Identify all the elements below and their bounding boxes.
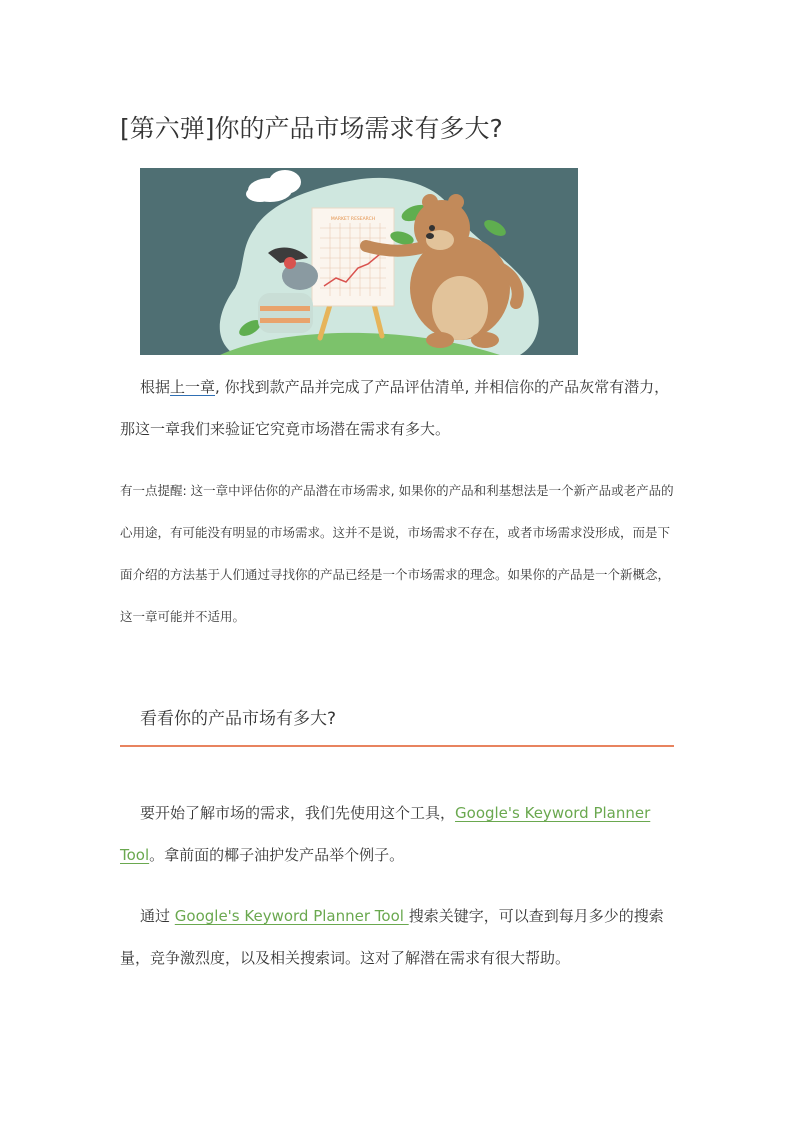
p3-pre: 通过 [140, 907, 175, 925]
previous-chapter-link[interactable]: 上一章 [170, 378, 216, 396]
keyword-planner-link-2[interactable]: Google's Keyword Planner Tool [174, 907, 409, 925]
p2-pre: 要开始了解市场的需求，我们先使用这个工具， [140, 804, 456, 822]
keyword-planner-link[interactable]: Google's Keyword Planner Tool [120, 804, 651, 864]
section-heading: 看看你的产品市场有多大? [140, 709, 337, 729]
board-heading: MARKET RESEARCH [330, 217, 376, 222]
p3-post: 搜索关键字，可以查到每月多少的搜索量，竞争激烈度，以及相关搜索词。这对了解潜在需求有很大帮助。 [120, 907, 664, 967]
p2-post: 。拿前面的椰子油护发产品举个例子。 [149, 846, 405, 864]
hero-illustration [140, 168, 578, 355]
intro-pre: 根据 [140, 378, 171, 396]
search-volume-paragraph [120, 895, 674, 979]
section-divider [120, 745, 674, 747]
note-paragraph: 有一点提醒: 这一章中评估你的产品潜在市场需求, 如果你的产品和利基想法是一个新产品或老产品的心用途，有可能没有明显的市场需求。这并不是说，市场需求不存在，或者市场需求没形成，而是下面介绍的方法基于人们通过寻找你的产品已经是一个市场需求的理念。如果你的产品是一个新概念，这一章可能并不适用。 [120, 483, 674, 624]
intro-post: , 你找到款产品并完成了产品评估清单, 并相信你的产品灰常有潜力，那这一章我们来验证它究竟市场潜在需求有多大。 [120, 378, 670, 438]
page-title: [第六弹]你的产品市场需求有多大? [120, 114, 503, 143]
intro-paragraph [120, 366, 674, 450]
keyword-planner-paragraph [120, 792, 674, 876]
